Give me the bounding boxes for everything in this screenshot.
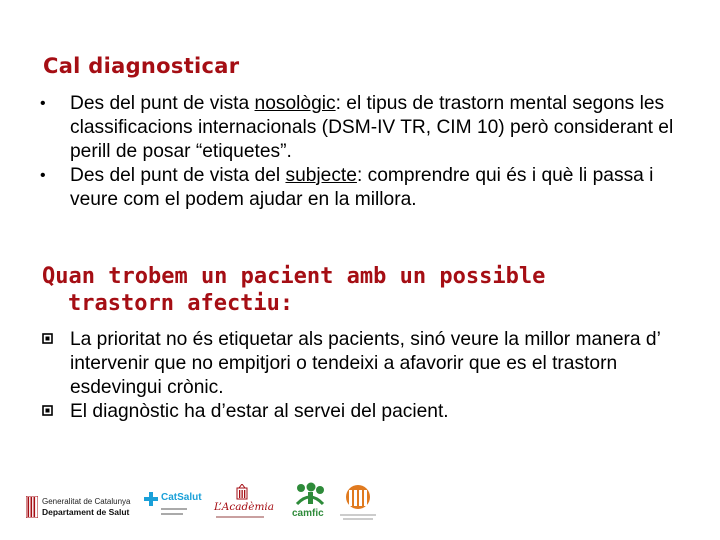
item-text-after: : el tipus de trastorn mental segons les classificacions internacionals (DSM-IV TR, CIM 10) però considerant el perill de posar “etiquetes”. [70, 93, 674, 162]
square-bullet-icon [42, 405, 53, 416]
academia-emblem-icon [236, 484, 248, 500]
item-text-after: : comprendre qui és i què li passa i veure com el podem ajudar en la millora. [70, 165, 654, 210]
bullet-dot: • [40, 95, 46, 112]
camfic-figure-icon [293, 482, 327, 508]
list-item [40, 164, 690, 212]
heading2-line2: trastorn afectiu: [68, 291, 294, 316]
heading-cal-diagnosticar: Cal diagnosticar [43, 54, 240, 78]
catsalut-logo [144, 490, 210, 528]
diagnosis-perspectives-list [40, 92, 690, 212]
square-bullet-icon [42, 333, 53, 344]
item-text: La prioritat no és etiquetar als pacients, sinó veure la millor manera d’ intervenir que no empitjori o tendeixi a afavorir que es el trastorn esdevingui crònic. [70, 329, 661, 398]
generalitat-logo [26, 494, 136, 520]
list-item [40, 400, 690, 424]
heading2-line1: Quan trobem un pacient amb un possible [42, 264, 546, 289]
catsalut-cross-icon [144, 492, 158, 506]
camfic-text: camfic [292, 508, 324, 519]
priority-list [40, 328, 690, 424]
academia-subtext-line [216, 516, 264, 518]
gencat-line2: Departament de Salut [42, 507, 130, 517]
item-text-before: Des del punt de vista [70, 93, 255, 114]
footer-logos [0, 480, 720, 540]
heading-affective-disorder [42, 263, 682, 317]
academia-text: L’Acadèmia [214, 501, 275, 513]
society-emblem-icon [342, 484, 374, 510]
list-item [40, 328, 690, 400]
society-subtext-line [340, 514, 376, 516]
item-text-underlined: nosològic [254, 93, 336, 114]
academia-logo [212, 484, 274, 524]
item-text: El diagnòstic ha d’estar al servei del pacient. [70, 401, 449, 422]
item-text-underlined: subjecte [285, 165, 357, 186]
society-subtext-line [343, 518, 373, 520]
catsalut-subtext-line [161, 513, 183, 515]
society-logo [338, 484, 380, 526]
generalitat-emblem-icon [26, 496, 38, 518]
gencat-line1: Generalitat de Catalunya [42, 497, 131, 506]
catsalut-text: CatSalut [161, 492, 202, 503]
bullet-dot: • [40, 167, 46, 184]
list-item [40, 92, 690, 164]
catsalut-subtext-line [161, 508, 187, 510]
item-text-before: Des del punt de vista del [70, 165, 286, 186]
camfic-logo [288, 480, 334, 524]
